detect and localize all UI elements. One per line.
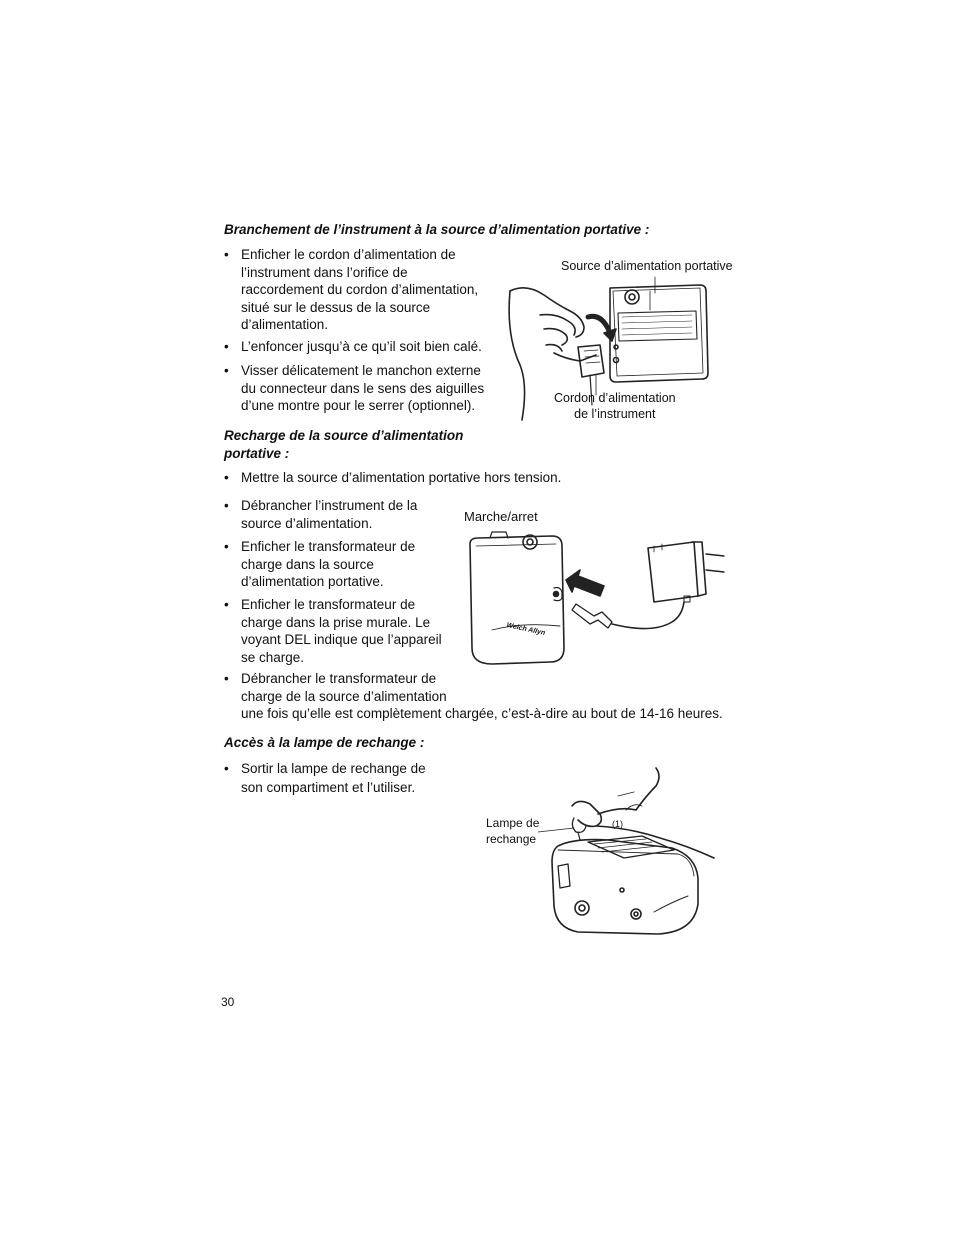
list-item-text: Sortir la lampe de rechange de son compartiment et l’utiliser. [241,761,426,795]
label-step-number: (1) [612,819,623,829]
bullet-symbol: • [224,671,229,686]
section-heading-spare-lamp: Accès à la lampe de rechange : [224,735,425,750]
bullet-symbol: • [224,247,229,262]
section-heading-connect: Branchement de l’instrument à la source d’alimentation portative : [224,222,650,237]
list-item-text: Mettre la source d’alimentation portative hors tension. [241,470,562,485]
bullet-symbol: • [224,498,229,513]
label-instrument-cord: Cordon d’alimentation de l’instrument [554,391,676,421]
bullet-symbol: • [224,339,229,354]
list-item-text: L’enfoncer jusqu’à ce qu’il soit bien calé. [241,339,482,354]
figure-spare-lamp [538,766,720,938]
bullet-symbol: • [224,539,229,554]
list-item-text: Enficher le transformateur de charge dans la prise murale. Le voyant DEL indique que l’appareil se charge. [241,597,442,665]
brand-logo: Welch Allyn [505,622,546,638]
list-item-text: Enficher le transformateur de charge dans la source d’alimentation portative. [241,539,416,589]
bullet-symbol: • [224,597,229,612]
label-on-off: Marche/arret [464,509,538,524]
list-item-text: Visser délicatement le manchon externe du connecteur dans le sens des aiguilles d’une montre pour le serrer (optionnel). [241,363,485,413]
label-power-source: Source d’alimentation portative [561,259,733,273]
spare-lamp-illustration [538,766,720,938]
label-spare-lamp: Lampe de rechange [486,816,540,846]
charger-illustration [462,530,730,670]
page-number: 30 [221,995,235,1009]
figure-charger [462,530,730,670]
bullet-symbol: • [224,470,229,485]
list-item-text: Enficher le cordon d’alimentation de l’instrument dans l’orifice de raccordement du cordon d’alimentation, situé sur le dessus de la source d’alimentation. [241,247,479,332]
bullet-symbol: • [224,363,229,378]
section-heading-recharge: Recharge de la source d’alimentation portative : [224,428,464,461]
bullet-symbol: • [224,761,229,776]
list-item-text: Débrancher le transformateur de charge de la source d’alimentation une fois qu’elle est complètement chargée, c’est-à-dire au bout de 14-16 heures. [241,671,723,721]
list-item-text: Débrancher l’instrument de la source d’alimentation. [241,498,418,531]
